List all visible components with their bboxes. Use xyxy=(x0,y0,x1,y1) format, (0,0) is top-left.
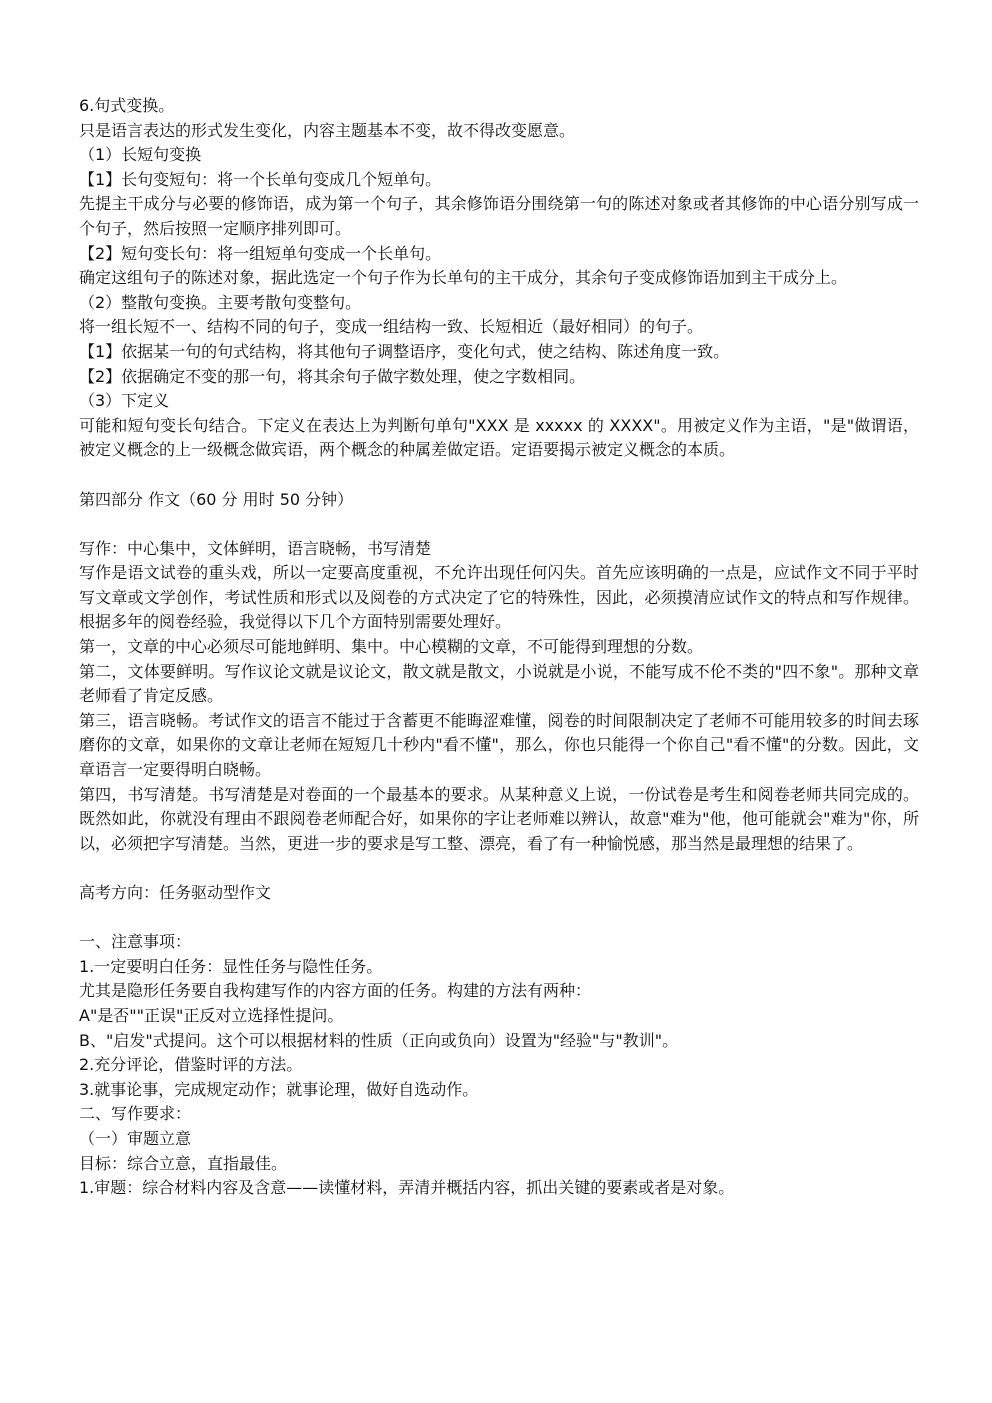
paragraph: 第三，语言晓畅。考试作文的语言不能过于含蓄更不能晦涩难懂，阅卷的时间限制决定了老师不可能用较多的时间去琢磨你的文章，如果你的文章让老师在短短几十秒内"看不懂"，那么，你也只能得一个你自己"看不懂"的分数。因此，文章语言一定要得明白晓畅。 xyxy=(79,710,919,780)
spacer xyxy=(79,856,919,881)
list-item: 1.审题：综合材料内容及含意——读懂材料，弄清并概括内容，抓出关键的要素或者是对象。 xyxy=(79,1178,735,1198)
list-item: 【2】依据确定不变的那一句，将其余句子做字数处理，使之字数相同。 xyxy=(79,366,586,386)
paragraph: 写作是语文试卷的重头戏，所以一定要高度重视，不允许出现任何闪失。首先应该明确的一点是，应试作文不同于平时写文章或文学创作，考试性质和形式以及阅卷的方式决定了它的特殊性，因此，必须摸清应试作文的特点和写作规律。根据多年的阅卷经验，我觉得以下几个方面特别需要处理好。 xyxy=(79,563,919,632)
part-heading: 高考方向：任务驱动型作文 xyxy=(79,883,272,902)
list-item: 【1】长句变短句：将一个长单句变成几个短单句。 xyxy=(79,169,442,189)
section-title: 6.句式变换。 xyxy=(79,96,175,115)
list-item: 1.一定要明白任务：显性任务与隐性任务。 xyxy=(79,956,383,976)
paragraph: 目标：综合立意，直指最佳。 xyxy=(79,1153,288,1173)
subsection-heading: （2）整散句变换。主要考散句变整句。 xyxy=(79,292,362,312)
paragraph: 第一，文章的中心必须尽可能地鲜明、集中。中心模糊的文章，不可能得到理想的分数。 xyxy=(79,637,704,657)
subsection-heading: （一）审题立意 xyxy=(79,1128,192,1148)
list-item: 【1】依据某一句的句式结构，将其他句子调整语序，变化句式，使之结构、陈述角度一致。 xyxy=(79,341,730,361)
part-heading: 第四部分 作文（60 分 用时 50 分钟） xyxy=(79,489,354,509)
paragraph: 可能和短句变长句结合。下定义在表达上为判断句单句"XXX 是 xxxxx 的 XXXX"。用被定义作为主语，"是"做谓语，被定义概念的上一级概念做宾语，两个概念的种属差做定语。定语要揭示被定义概念的本质。 xyxy=(79,415,919,460)
paragraph: 将一组长短不一、结构不同的句子，变成一组结构一致、长短相近（最好相同）的句子。 xyxy=(79,317,704,337)
paragraph: 确定这组句子的陈述对象，据此选定一个句子作为长单句的主干成分，其余句子变成修饰语加到主干成分上。 xyxy=(79,268,848,288)
paragraph: 第二，文体要鲜明。写作议论文就是议论文，散文就是散文，小说就是小说，不能写成不伦不类的"四不象"。那种文章老师看了肯定反感。 xyxy=(79,661,919,706)
list-item: B、"启发"式提问。这个可以根据材料的性质（正向或负向）设置为"经验"与"教训"。 xyxy=(79,1030,679,1050)
list-item: 3.就事论事，完成规定动作；就事论理，做好自选动作。 xyxy=(79,1079,479,1099)
paragraph: 尤其是隐形任务要自我构建写作的内容方面的任务。构建的方法有两种： xyxy=(79,981,592,1001)
list-item: 2.充分评论，借鉴时评的方法。 xyxy=(79,1055,303,1075)
paragraph: 先提主干成分与必要的修饰语，成为第一个句子，其余修饰语分围绕第一句的陈述对象或者其修饰的中心语分别写成一个句子，然后按照一定顺序排列即可。 xyxy=(79,194,919,238)
spacer xyxy=(79,906,919,931)
subsection-heading: （3）下定义 xyxy=(79,391,170,411)
paragraph: 第四，书写清楚。书写清楚是对卷面的一个最基本的要求。从某种意义上说，一份试卷是考生和阅卷老师共同完成的。既然如此，你就没有理由不跟阅卷老师配合好，如果你的字让老师难以辨认，故意"难为"他，他可能就会"难为"你，所以，必须把字写清楚。当然，更进一步的要求是写工整、漂亮，看了有一种愉悦感，那当然是最理想的结果了。 xyxy=(79,784,919,853)
paragraph: 只是语言表达的形式发生变化，内容主题基本不变，故不得改变愿意。 xyxy=(79,120,576,140)
spacer xyxy=(79,463,919,488)
paragraph: 写作：中心集中，文体鲜明，语言晓畅，书写清楚 xyxy=(79,538,432,558)
document-body xyxy=(79,94,919,1201)
spacer xyxy=(79,512,919,537)
subsection-heading: （1）长短句变换 xyxy=(79,145,202,165)
list-item: A"是否""正误"正反对立选择性提问。 xyxy=(79,1005,344,1025)
list-item: 【2】短句变长句：将一组短单句变成一个长单句。 xyxy=(79,243,442,263)
section-heading: 一、注意事项： xyxy=(79,932,192,952)
section-heading: 二、写作要求： xyxy=(79,1104,192,1124)
